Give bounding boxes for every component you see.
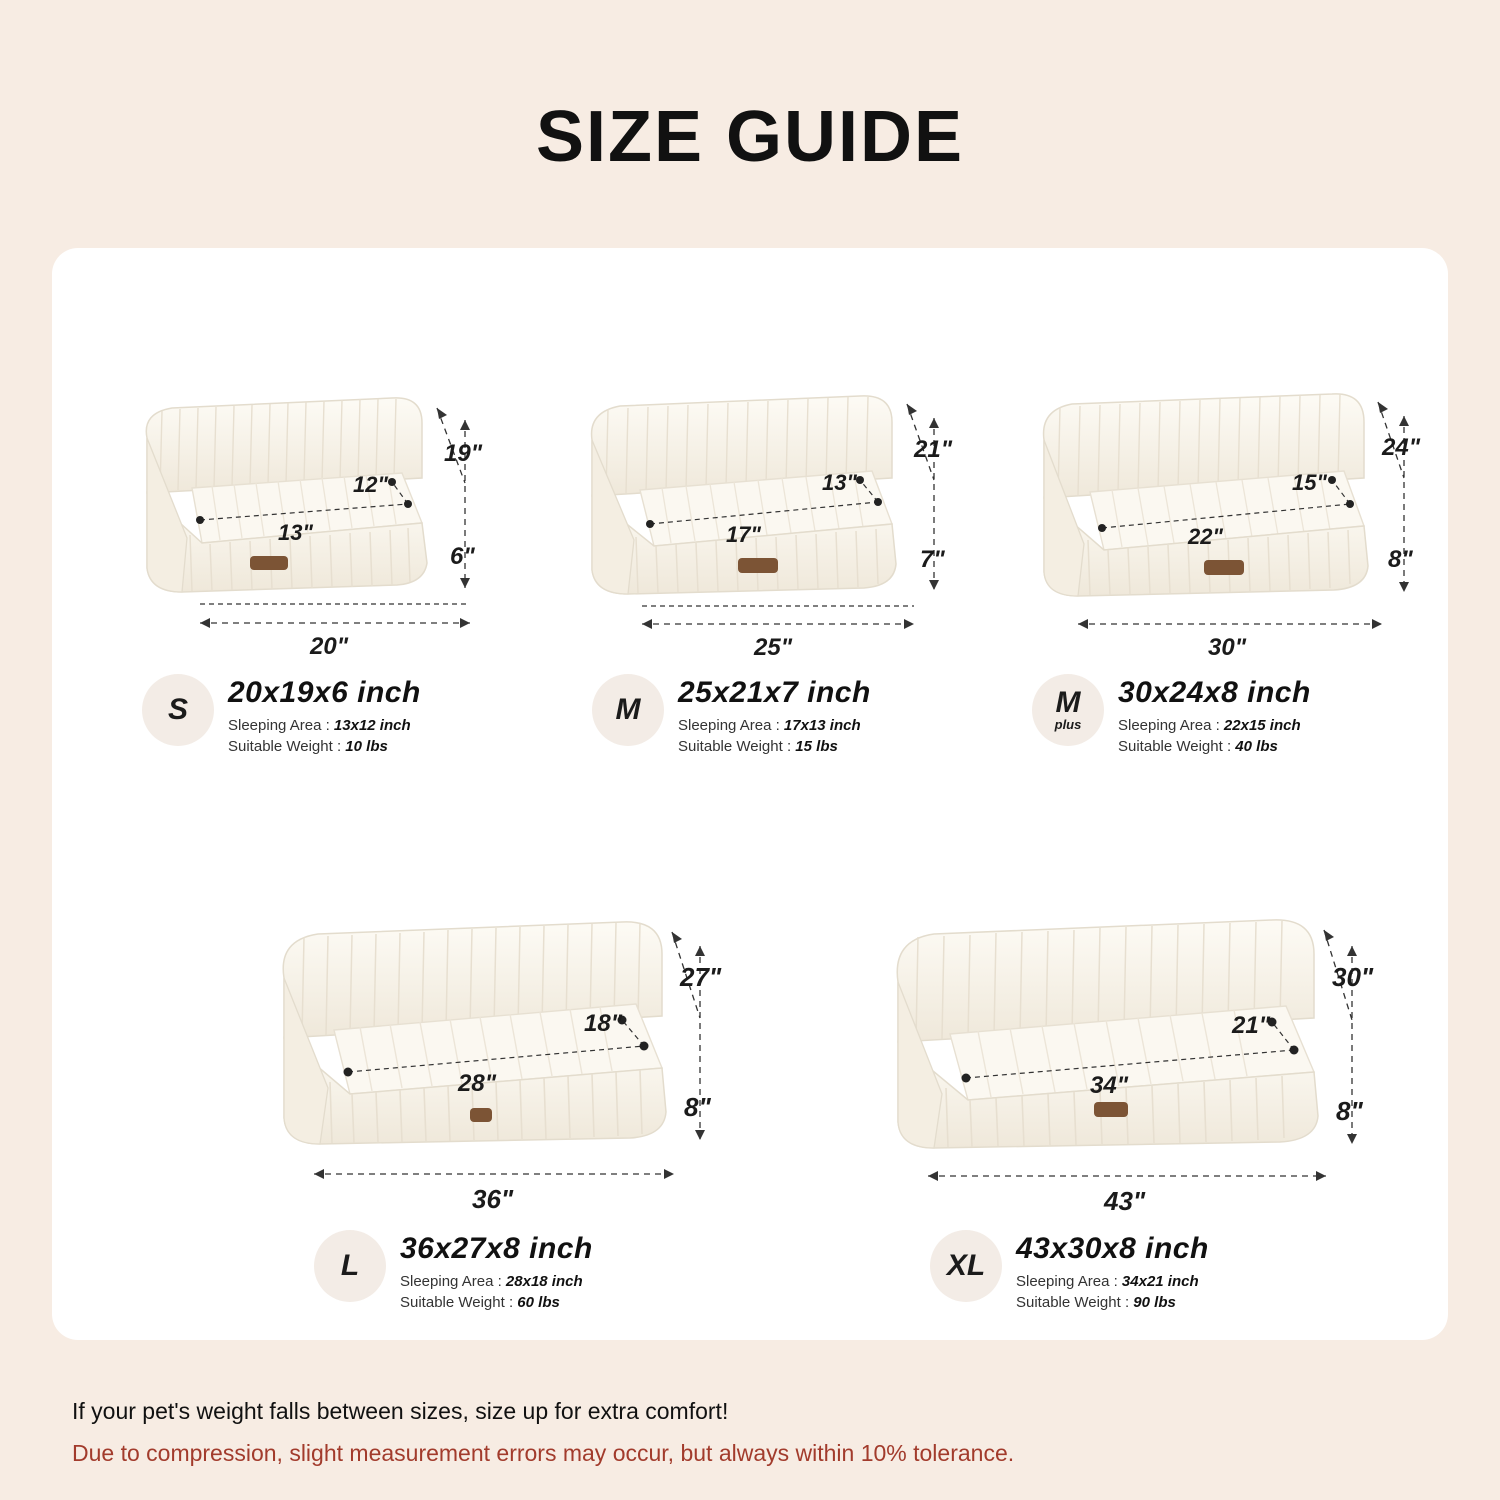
dim-inner-d-l: 18" bbox=[584, 1010, 623, 1037]
badge-mplus bbox=[1032, 674, 1104, 746]
sleeping-value-l: 28x18 inch bbox=[505, 1273, 583, 1290]
spec-xl bbox=[930, 1230, 1209, 1311]
bed-illustration-m bbox=[542, 378, 972, 648]
dim-inner-d-mplus: 15" bbox=[1292, 470, 1327, 495]
weight-value-l: 60 lbs bbox=[517, 1294, 560, 1311]
weight-value-m: 15 lbs bbox=[795, 738, 838, 755]
badge-l bbox=[314, 1230, 386, 1302]
badge-label-xl: XL bbox=[946, 1249, 986, 1282]
bed-card-xl bbox=[832, 908, 1392, 1311]
dim-inner-w-m: 17" bbox=[726, 522, 761, 547]
sleeping-area-l bbox=[400, 1273, 593, 1290]
sleeping-value-mplus: 22x15 inch bbox=[1223, 717, 1301, 734]
badge-xl bbox=[930, 1230, 1002, 1302]
dim-width-m: 25" bbox=[754, 634, 793, 661]
spec-m bbox=[592, 674, 871, 755]
dim-height-xl: 30" bbox=[1332, 962, 1374, 992]
weight-label-m: Suitable Weight : bbox=[678, 738, 792, 755]
dim-side-s: 6" bbox=[450, 543, 475, 570]
dim-side-mplus: 8" bbox=[1388, 546, 1413, 573]
bed-card-s bbox=[92, 378, 512, 755]
spec-l bbox=[314, 1230, 593, 1311]
dim-inner-w-mplus: 22" bbox=[1188, 524, 1223, 549]
bed-illustration-mplus bbox=[982, 378, 1422, 648]
dim-inner-d-m: 13" bbox=[822, 470, 857, 495]
badge-label-l: L bbox=[340, 1249, 360, 1282]
sleeping-value-m: 17x13 inch bbox=[783, 717, 861, 734]
dim-height-mplus: 24" bbox=[1382, 434, 1421, 461]
note-tolerance: Due to compression, slight measurement errors may occur, but always within 10% tolerance. bbox=[72, 1440, 1015, 1466]
page-title: SIZE GUIDE bbox=[535, 97, 965, 177]
sleeping-area-s bbox=[228, 717, 421, 734]
badge-s bbox=[142, 674, 214, 746]
bed-illustration-l bbox=[222, 908, 742, 1198]
size-guide-card bbox=[52, 248, 1448, 1340]
weight-value-xl: 90 lbs bbox=[1133, 1294, 1176, 1311]
dim-side-m: 7" bbox=[920, 546, 945, 573]
badge-sub-mplus: plus bbox=[1054, 716, 1082, 732]
note-size-up: If your pet's weight falls between sizes, size up for extra comfort! bbox=[72, 1398, 729, 1424]
weight-mplus bbox=[1118, 738, 1311, 755]
sleeping-label-mplus: Sleeping Area : bbox=[1118, 717, 1220, 734]
badge-m bbox=[592, 674, 664, 746]
dim-height-m: 21" bbox=[914, 436, 953, 463]
dim-width-l: 36" bbox=[472, 1184, 514, 1214]
sleeping-area-xl bbox=[1016, 1273, 1209, 1290]
sleeping-value-xl: 34x21 inch bbox=[1121, 1273, 1199, 1290]
bed-card-l bbox=[222, 908, 742, 1311]
dim-inner-d-xl: 21" bbox=[1232, 1012, 1271, 1039]
sleeping-area-mplus bbox=[1118, 717, 1311, 734]
spec-mplus bbox=[1032, 674, 1311, 755]
weight-label-s: Suitable Weight : bbox=[228, 738, 342, 755]
dim-inner-w-s: 13" bbox=[278, 520, 313, 545]
dim-height-l: 27" bbox=[680, 962, 722, 992]
bed-card-m bbox=[542, 378, 962, 755]
badge-label-m: M bbox=[615, 693, 641, 726]
weight-xl bbox=[1016, 1294, 1209, 1311]
spec-title-xl: 43x30x8 inch bbox=[1016, 1232, 1209, 1265]
spec-title-mplus: 30x24x8 inch bbox=[1118, 676, 1311, 709]
dim-side-xl: 8" bbox=[1336, 1096, 1363, 1126]
weight-m bbox=[678, 738, 871, 755]
weight-l bbox=[400, 1294, 593, 1311]
spec-title-s: 20x19x6 inch bbox=[228, 676, 421, 709]
sleeping-label-l: Sleeping Area : bbox=[400, 1273, 502, 1290]
badge-label-mplus: M bbox=[1055, 685, 1081, 719]
weight-value-mplus: 40 lbs bbox=[1235, 738, 1278, 755]
bed-illustration-s bbox=[92, 378, 512, 648]
spec-title-m: 25x21x7 inch bbox=[678, 676, 871, 709]
weight-label-l: Suitable Weight : bbox=[400, 1294, 514, 1311]
dim-width-mplus: 30" bbox=[1208, 634, 1247, 661]
sleeping-label-s: Sleeping Area : bbox=[228, 717, 330, 734]
weight-label-xl: Suitable Weight : bbox=[1016, 1294, 1130, 1311]
dim-inner-w-xl: 34" bbox=[1090, 1072, 1129, 1099]
weight-s bbox=[228, 738, 421, 755]
dim-width-xl: 43" bbox=[1104, 1186, 1146, 1216]
bed-card-mplus bbox=[982, 378, 1422, 755]
badge-label-s: S bbox=[167, 693, 188, 726]
dim-inner-d-s: 12" bbox=[353, 472, 388, 497]
spec-s bbox=[142, 674, 421, 755]
sleeping-area-m bbox=[678, 717, 871, 734]
sleeping-label-m: Sleeping Area : bbox=[678, 717, 780, 734]
dim-height-s: 19" bbox=[444, 440, 483, 467]
sleeping-label-xl: Sleeping Area : bbox=[1016, 1273, 1118, 1290]
sleeping-value-s: 13x12 inch bbox=[333, 717, 411, 734]
dim-inner-w-l: 28" bbox=[458, 1070, 497, 1097]
weight-label-mplus: Suitable Weight : bbox=[1118, 738, 1232, 755]
bed-illustration-xl bbox=[832, 908, 1392, 1198]
dim-side-l: 8" bbox=[684, 1092, 711, 1122]
spec-title-l: 36x27x8 inch bbox=[400, 1232, 593, 1265]
weight-value-s: 10 lbs bbox=[345, 738, 388, 755]
dim-width-s: 20" bbox=[310, 633, 349, 660]
